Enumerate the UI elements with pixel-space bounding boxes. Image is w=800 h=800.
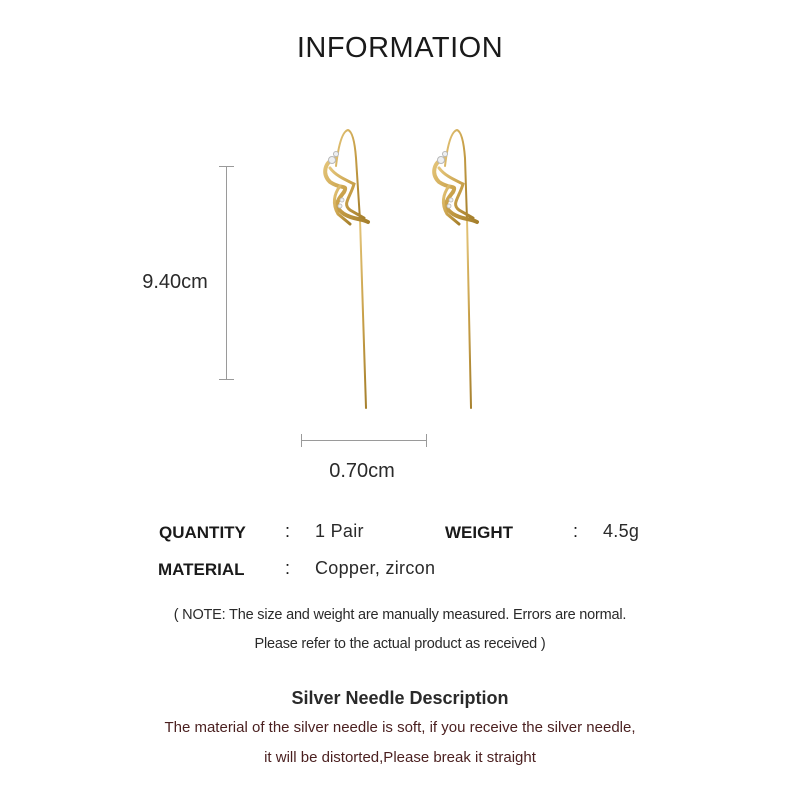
note-line-2: Please refer to the actual product as received )	[254, 636, 546, 652]
quantity-value: 1 Pair	[315, 521, 364, 541]
left-earring	[325, 130, 368, 408]
weight-label: WEIGHT	[445, 523, 513, 542]
silver-needle-text-1: The material of the silver needle is soft, if you receive the silver needle,	[164, 719, 636, 736]
width-dimension-line	[301, 434, 427, 448]
right-earring	[434, 130, 477, 408]
width-measurement: 0.70cm	[329, 460, 395, 482]
weight-value: 4.5g	[603, 521, 640, 541]
quantity-label: QUANTITY	[159, 523, 246, 542]
material-separator: :	[285, 558, 291, 578]
weight-separator: :	[573, 521, 579, 541]
quantity-separator: :	[285, 521, 291, 541]
height-measurement: 9.40cm	[142, 271, 208, 293]
note-line-1: ( NOTE: The size and weight are manually measured. Errors are normal.	[173, 607, 627, 623]
material-value: Copper, zircon	[315, 558, 436, 578]
silver-needle-text-2: it will be distorted,Please break it straight	[264, 749, 536, 766]
silver-needle-heading: Silver Needle Description	[291, 688, 509, 708]
page-title: INFORMATION	[296, 32, 504, 64]
earrings-image	[280, 118, 520, 418]
material-label: MATERIAL	[158, 560, 245, 579]
